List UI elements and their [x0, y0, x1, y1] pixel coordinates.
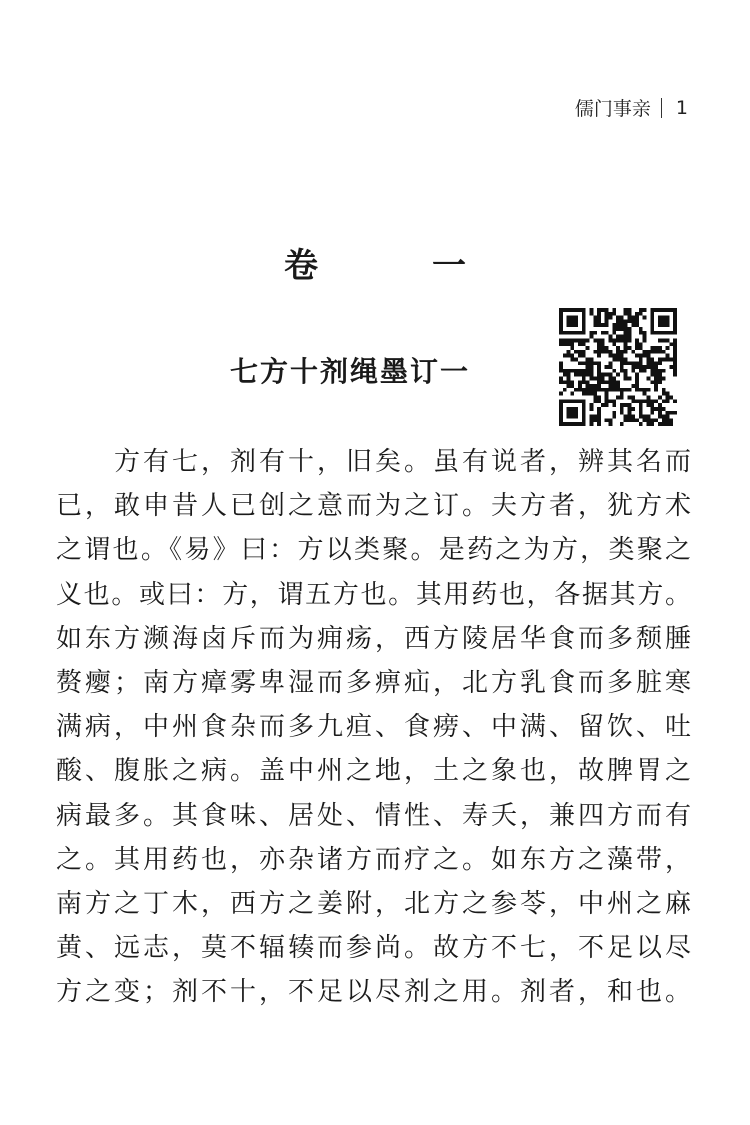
- body-text: [56, 440, 692, 1015]
- body-line: 方之变；剂不十，不足以尽剂之用。剂者，和也。: [56, 977, 692, 1008]
- body-line: 之。其用药也，亦杂诸方而疗之。如东方之藻带，: [56, 844, 692, 875]
- chapter-title: 卷 一: [284, 246, 506, 286]
- header-divider: [661, 98, 662, 118]
- body-line: 酸、腹胀之病。盖中州之地，土之象也，故脾胃之: [56, 756, 692, 787]
- running-header: [575, 94, 688, 121]
- qr-code-icon: [556, 308, 680, 426]
- running-header-book-title: 儒门事亲: [574, 98, 651, 120]
- body-line: 义也。或曰：方，谓五方也。其用药也，各据其方。: [56, 579, 692, 610]
- body-line: 黄、远志，莫不辐辏而参尚。故方不七，不足以尽: [56, 933, 692, 964]
- body-line: 方有七，剂有十，旧矣。虽有说者，辨其名而: [56, 447, 692, 477]
- body-line: 如东方濒海卤斥而为痈疡，西方陵居华食而多颓腄: [56, 623, 692, 654]
- body-line: 之谓也。《易》曰：方以类聚。是药之为方，类聚之: [56, 535, 692, 566]
- body-line: 已，敢申昔人已创之意而为之订。夫方者，犹方术: [56, 491, 692, 522]
- body-line: 赘瘿；南方瘴雾卑湿而多痹疝，北方乳食而多脏寒: [56, 668, 692, 699]
- page-number: 1: [675, 96, 688, 119]
- section-title: 七方十剂绳墨订一: [230, 355, 471, 388]
- body-line: 满病，中州食杂而多九疸、食痨、中满、留饮、吐: [56, 712, 692, 743]
- body-line: 病最多。其食味、居处、情性、寿夭，兼四方而有: [56, 800, 692, 831]
- body-line: 南方之丁木，西方之姜附，北方之参苓，中州之麻: [56, 889, 692, 920]
